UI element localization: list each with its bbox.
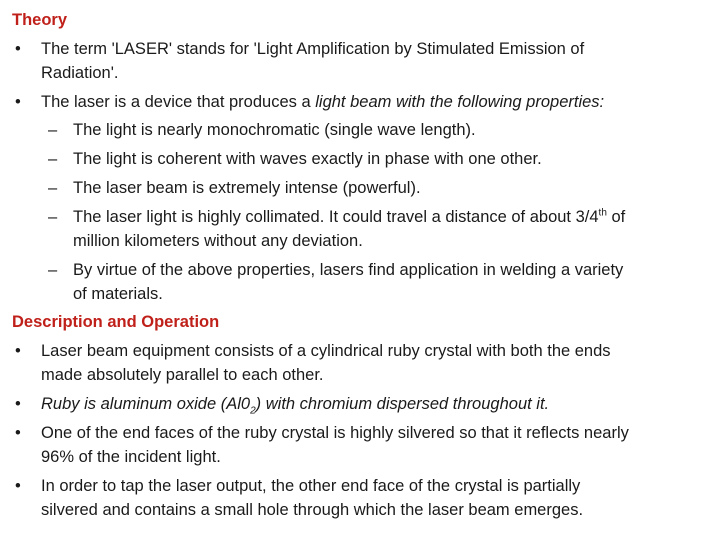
laser-device-line	[41, 92, 604, 112]
collimated-text: The laser light is highly collimated. It could travel a distance of about 3/4	[73, 208, 599, 226]
bullet-mark: •	[15, 395, 21, 413]
property-monochromatic: The light is nearly monochromatic (single wave length).	[73, 121, 476, 139]
property-intense: The laser beam is extremely intense (powerful).	[73, 179, 421, 197]
property-collimated-line2: million kilometers without any deviation.	[73, 232, 363, 250]
ruby-text-end: ) with chromium dispersed throughout it.	[255, 395, 550, 413]
dash-mark: –	[48, 261, 58, 279]
dash-mark: –	[48, 150, 58, 168]
laser-definition-line2: Radiation'.	[41, 64, 119, 82]
bullet-mark: •	[15, 93, 21, 111]
property-collimated-line1	[73, 207, 625, 227]
laser-device-italic: light beam with the following properties:	[315, 93, 605, 111]
equipment-line1: Laser beam equipment consists of a cylindrical ruby crystal with both the ends	[41, 342, 611, 360]
dash-mark: –	[48, 121, 58, 139]
bullet-mark: •	[15, 342, 21, 360]
dash-mark: –	[48, 179, 58, 197]
silvered-face-line1: One of the end faces of the ruby crystal is highly silvered so that it reflects nearly	[41, 424, 629, 442]
silvered-face-line2: 96% of the incident light.	[41, 448, 221, 466]
bullet-mark: •	[15, 424, 21, 442]
ruby-composition-line	[41, 394, 550, 417]
dash-mark: –	[48, 208, 58, 226]
description-heading: Description and Operation	[12, 313, 220, 331]
theory-heading: Theory	[12, 11, 68, 29]
bullet-mark: •	[15, 477, 21, 495]
laser-definition-line1: The term 'LASER' stands for 'Light Amplification by Stimulated Emission of	[41, 40, 585, 58]
collimated-superscript: th	[598, 207, 607, 219]
property-coherent: The light is coherent with waves exactly in phase with one other.	[73, 150, 542, 168]
collimated-text-end: of	[606, 208, 626, 226]
virtue-line1: By virtue of the above properties, lasers find application in welding a variety	[73, 261, 624, 279]
laser-output-line2: silvered and contains a small hole through which the laser beam emerges.	[41, 501, 584, 519]
bullet-mark: •	[15, 40, 21, 58]
ruby-subscript: 2	[250, 405, 256, 417]
laser-device-text: The laser is a device that produces a	[41, 93, 316, 111]
laser-output-line1: In order to tap the laser output, the other end face of the crystal is partially	[41, 477, 581, 495]
equipment-line2: made absolutely parallel to each other.	[41, 366, 324, 384]
ruby-text: Ruby is aluminum oxide (Al0	[41, 395, 251, 413]
virtue-line2: of materials.	[73, 285, 163, 303]
